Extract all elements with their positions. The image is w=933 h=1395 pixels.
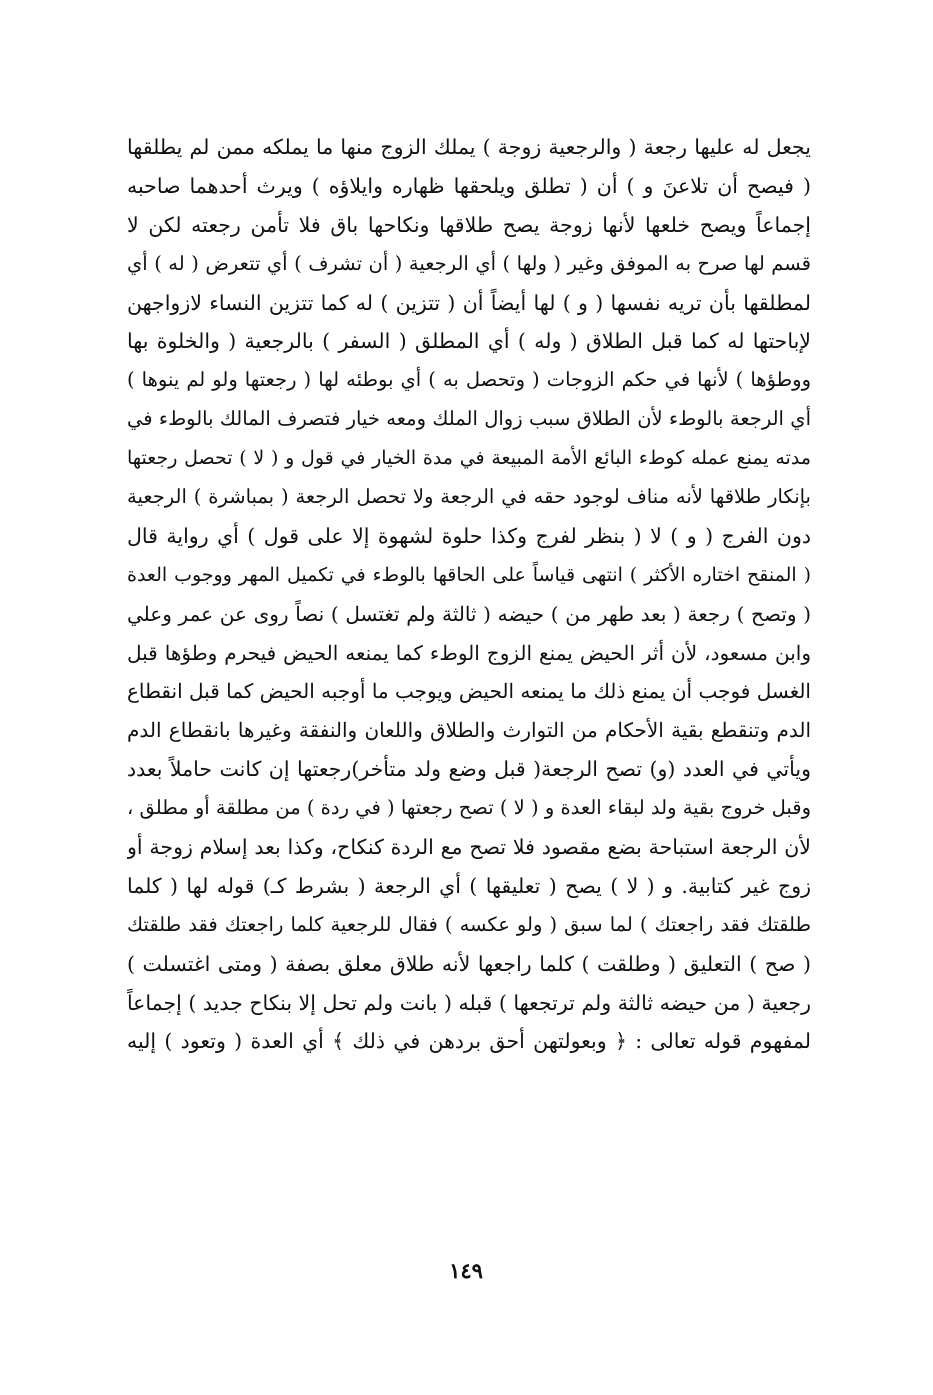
- text-line-10: بإنكار طلاقها لأنه مناف لوجود حقه في الرجعة ولا تحصل الرجعة ( بمباشرة ) الرجعية: [127, 485, 811, 509]
- text-line-15: الغسل فوجب أن يمنع ذلك ما يمنعه الحيض ويوجب ما أوجبه الحيض كما قبل انقطاع: [127, 679, 811, 704]
- text-line-3: إجماعاً ويصح خلعها لأنها زوجة يصح طلاقها ونكاحها باق فلا تأمن رجعته لكن لا: [127, 212, 811, 237]
- text-line-6: لإباحتها له كما قبل الطلاق ( وله ) أي المطلق ( السفر ) بالرجعية ( والخلوة بها: [127, 329, 811, 354]
- text-line-9: مدته يمنع عمله كوطء البائع الأمة المبيعة في مدة الخيار في قول و ( لا ) تحصل رجعتها: [127, 447, 811, 470]
- body-text: [127, 128, 811, 1061]
- text-line-14: وابن مسعود، لأن أثر الحيض يمنع الزوج الوطء كما يمنعه الحيض فيحرم وطؤها قبل: [127, 640, 811, 665]
- text-line-1: يجعل له عليها رجعة ( والرجعية زوجة ) يملك الزوج منها ما يملكه ممن لم يطلقها: [127, 135, 811, 159]
- text-line-22: ( صح ) التعليق ( وطلقت ) كلما راجعها لأنه طلاق معلق بصفة ( ومتى اغتسلت ): [127, 951, 811, 976]
- text-line-13: ( وتصح ) رجعة ( بعد طهر من ) حيضه ( ثالثة ولم تغتسل ) نصاً روى عن عمر وعلي: [127, 601, 811, 626]
- text-line-18: وقبل خروج بقية ولد لبقاء العدة و ( لا ) تصح رجعتها ( في ردة ) من مطلقة أو مطلق ،: [127, 796, 811, 820]
- text-line-8: أي الرجعة بالوطء لأن الطلاق سبب زوال الملك ومعه خيار فتصرف المالك بالوطء في: [127, 407, 811, 431]
- text-line-23: رجعية ( من حيضه ثالثة ولم ترتجعها ) قبله ( بانت ولم تحل إلا بنكاح جديد ) إجماعاً: [127, 990, 811, 1015]
- text-line-19: لأن الرجعة استباحة بضع مقصود فلا تصح مع الردة كنكاح، وكذا بعد إسلام زوجة أو: [127, 835, 811, 860]
- text-line-20: زوج غير كتابية. و ( لا ) يصح ( تعليقها ) أي الرجعة ( بشرط كـ) قوله لها ( كلما: [127, 873, 811, 898]
- text-line-21: طلقتك فقد راجعتك ) لما سبق ( ولو عكسه ) فقال للرجعية كلما راجعتك فقد طلقتك: [127, 912, 811, 936]
- text-line-2: ( فيصح أن تلاعنَ و ) أن ( تطلق ويلحقها ظهاره وايلاؤه ) ويرث أحدهما صاحبه: [127, 173, 811, 198]
- text-line-16: الدم وتنقطع بقية الأحكام من التوارث والطلاق واللعان والنفقة وغيرها بانقطاع الدم: [127, 718, 811, 743]
- text-line-17: ويأتي في العدد (و) تصح الرجعة( قبل وضع ولد متأخر)رجعتها إن كانت حاملاً بعدد: [127, 757, 811, 782]
- text-line-12: ( المنقح اختاره الأكثر ) انتهى قياساً على الحاقها بالوطء في تكميل المهر ووجوب العدة: [127, 563, 811, 586]
- text-line-24: لمفهوم قوله تعالى : ﴿ وبعولتهن أحق بردهن في ذلك ﴾ أي العدة ( وتعود ) إليه: [127, 1029, 811, 1054]
- page-number: ١٤٩: [449, 1258, 483, 1283]
- text-line-7: ووطؤها ) لأنها في حكم الزوجات ( وتحصل به ) أي بوطئه لها ( رجعتها ولو لم ينوها ): [127, 368, 811, 392]
- text-line-4: قسم لها صرح به الموفق وغير ( ولها ) أي الرجعية ( أن تشرف ) أي تتعرض ( له ) أي: [127, 251, 811, 275]
- text-line-5: لمطلقها بأن تريه نفسها ( و ) لها أيضاً أن ( تتزين ) له كما تتزين النساء لازواجهن: [127, 290, 811, 315]
- text-line-11: دون الفرج ( و ) لا ( بنظر لفرج وكذا حلوة لشهوة إلا على قول ) أي رواية قال: [127, 523, 811, 548]
